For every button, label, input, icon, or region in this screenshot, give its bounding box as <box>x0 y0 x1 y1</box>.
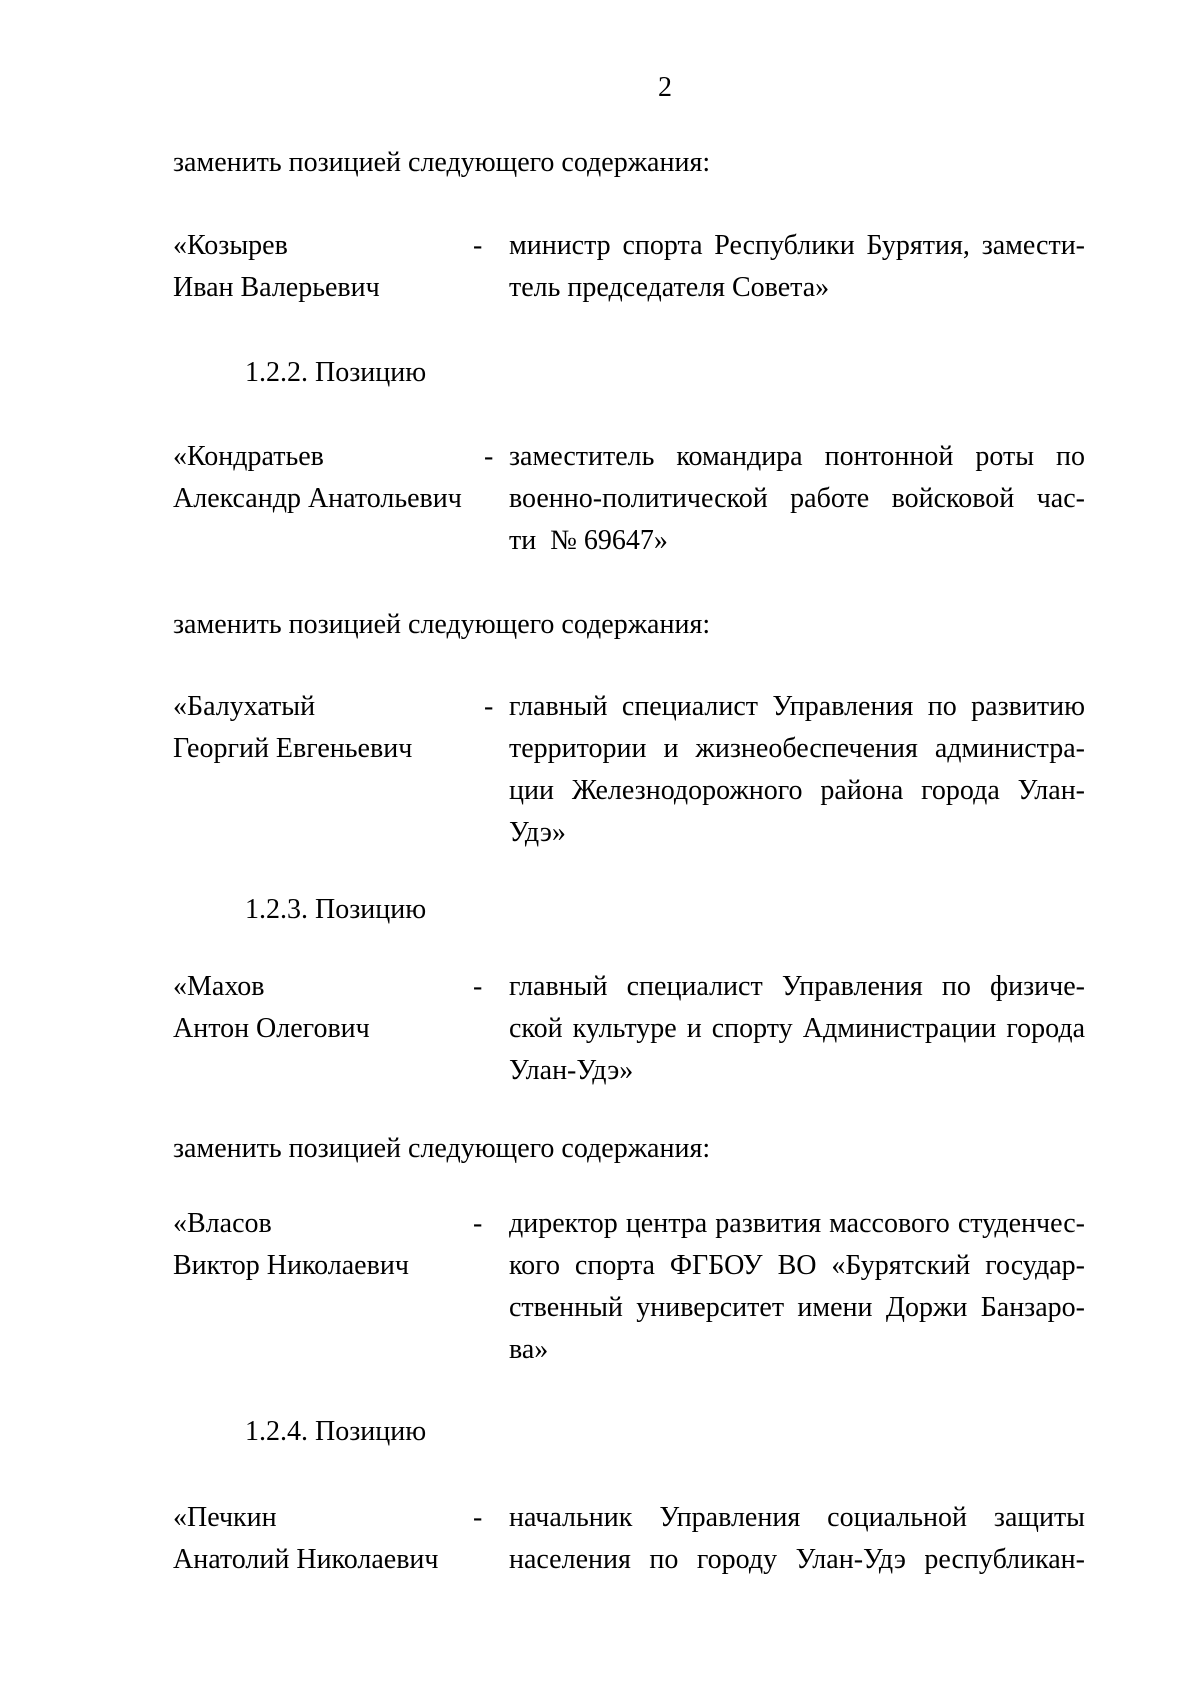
page-number: 2 <box>658 72 672 103</box>
member-surname: «Власов <box>173 1208 272 1239</box>
entry-dash: - <box>473 1208 483 1239</box>
position-line: министр спорта Республики Бурятия, замести- <box>509 230 1085 261</box>
member-surname: «Печкин <box>173 1502 277 1533</box>
position-line: Удэ» <box>509 817 566 848</box>
replace-phrase-3: заменить позицией следующего содержания: <box>173 1133 711 1164</box>
position-line: главный специалист Управления по физиче- <box>509 971 1085 1002</box>
position-line: ской культуре и спорту Администрации города <box>509 1013 1085 1044</box>
replace-phrase-1: заменить позицией следующего содержания: <box>173 147 711 178</box>
position-line: начальник Управления социальной защиты <box>509 1502 1085 1533</box>
member-surname: «Кондратьев <box>173 441 324 472</box>
member-given-names: Иван Валерьевич <box>173 272 380 303</box>
position-line: кого спорта ФГБОУ ВО «Бурятский государ- <box>509 1250 1085 1281</box>
entry-dash: - <box>484 441 494 472</box>
position-line: тель председателя Совета» <box>509 272 830 303</box>
entry-dash: - <box>473 971 483 1002</box>
member-position <box>509 225 1085 309</box>
member-given-names: Александр Анатольевич <box>173 483 462 514</box>
position-line: ции Железнодорожного района города Улан- <box>509 775 1085 806</box>
position-line: директор центра развития массового студенчес- <box>509 1208 1085 1239</box>
position-line: военно-политической работе войсковой час- <box>509 483 1085 514</box>
section-heading-1-2-4: 1.2.4. Позицию <box>245 1416 427 1447</box>
section-heading-1-2-2: 1.2.2. Позицию <box>245 357 427 388</box>
member-given-names: Виктор Николаевич <box>173 1250 409 1281</box>
position-line: главный специалист Управления по развитию <box>509 691 1085 722</box>
member-position <box>509 686 1085 854</box>
position-line: заместитель командира понтонной роты по <box>509 441 1085 472</box>
member-given-names: Антон Олегович <box>173 1013 370 1044</box>
position-line: ти № 69647» <box>509 525 668 556</box>
replace-phrase-2: заменить позицией следующего содержания: <box>173 609 711 640</box>
member-given-names: Георгий Евгеньевич <box>173 733 413 764</box>
entry-dash: - <box>473 230 483 261</box>
position-line: населения по городу Улан-Удэ республикан- <box>509 1544 1085 1575</box>
member-surname: «Махов <box>173 971 265 1002</box>
position-line: ственный университет имени Доржи Банзаро- <box>509 1292 1085 1323</box>
member-surname: «Козырев <box>173 230 288 261</box>
position-line: Улан-Удэ» <box>509 1055 634 1086</box>
member-position <box>509 1203 1085 1371</box>
entry-dash: - <box>473 1502 483 1533</box>
position-line: ва» <box>509 1334 549 1365</box>
position-line: территории и жизнеобеспечения администра- <box>509 733 1085 764</box>
member-position <box>509 436 1085 562</box>
section-heading-1-2-3: 1.2.3. Позицию <box>245 894 427 925</box>
member-position <box>509 966 1085 1092</box>
entry-dash: - <box>484 691 494 722</box>
member-position <box>509 1497 1085 1581</box>
member-given-names: Анатолий Николаевич <box>173 1544 439 1575</box>
member-surname: «Балухатый <box>173 691 316 722</box>
